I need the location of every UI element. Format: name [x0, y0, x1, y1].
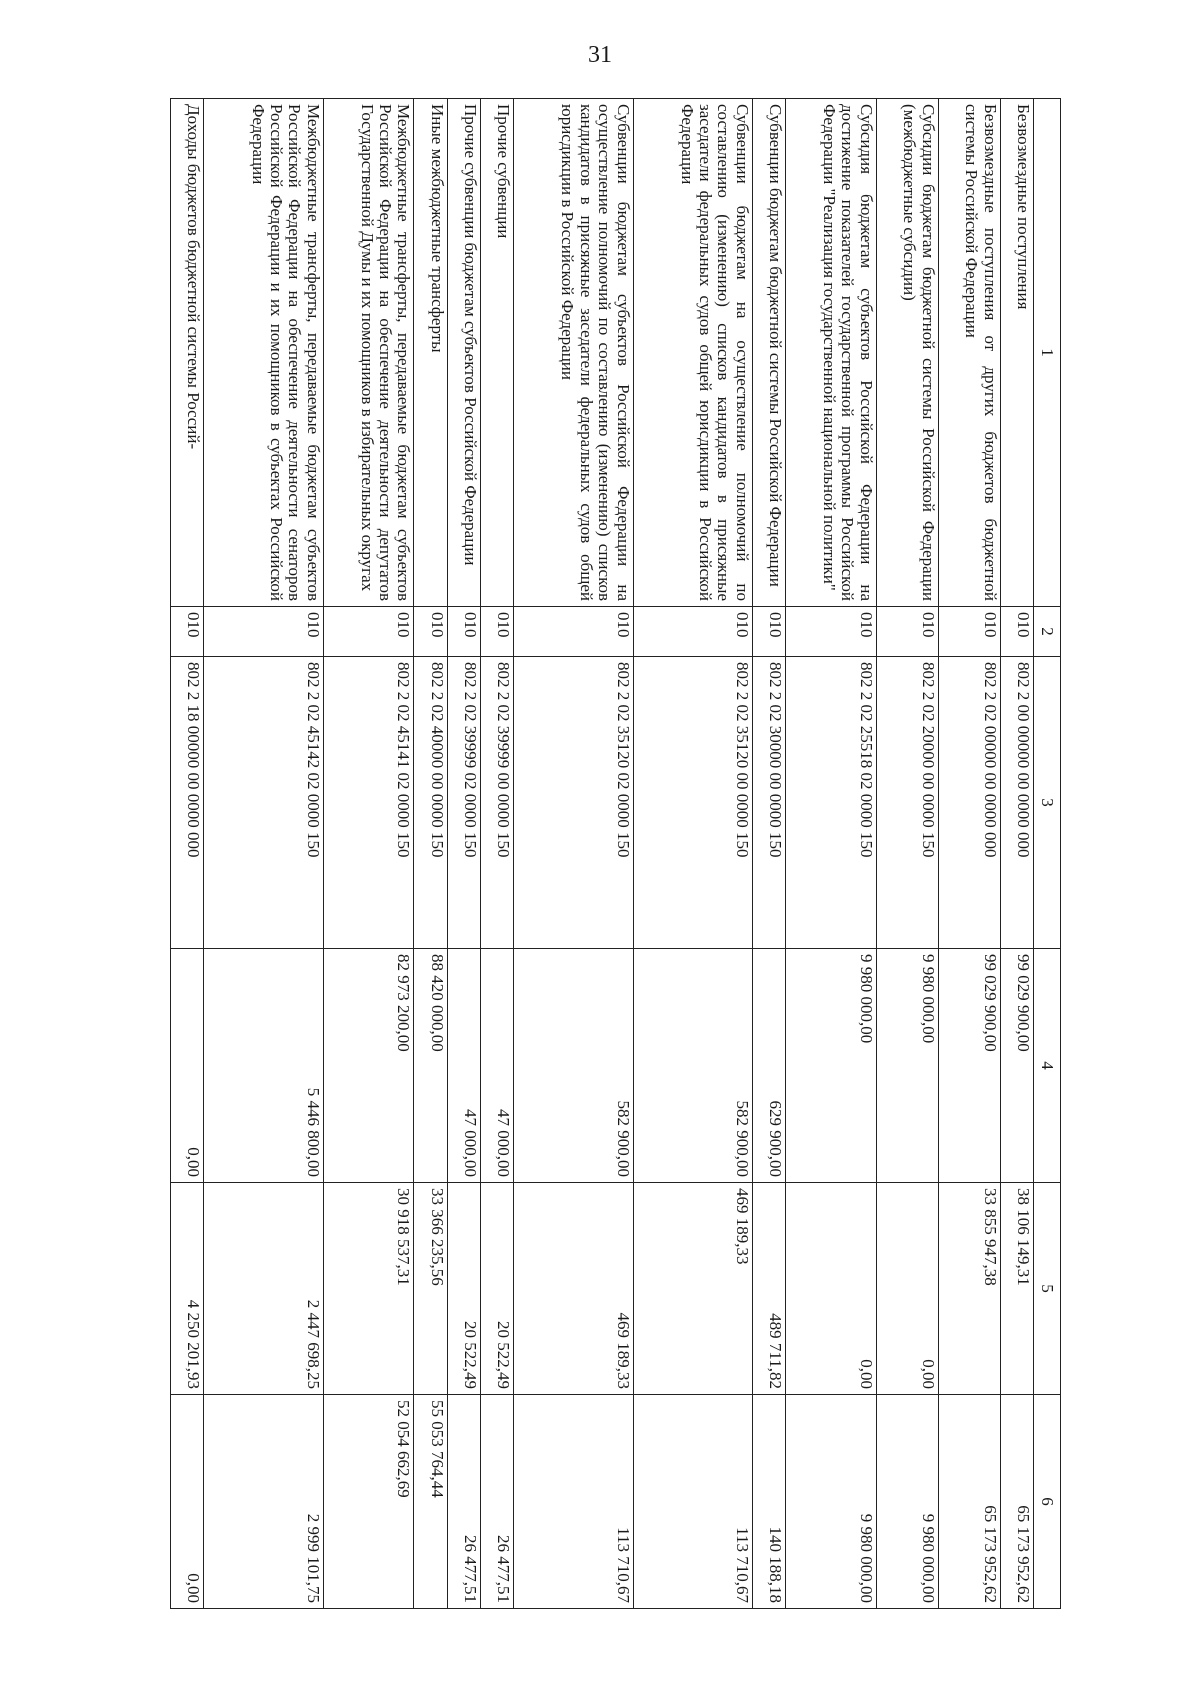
row-approved: 0,00 [171, 949, 204, 1183]
row-unexecuted: 113 710,67 [633, 1395, 752, 1609]
row-code-line: 010 [876, 607, 938, 657]
row-code-line: 010 [480, 607, 513, 657]
row-executed: 33 366 235,56 [414, 1183, 447, 1395]
table-row [1000, 99, 1033, 1609]
row-unexecuted: 2 999 101,75 [204, 1395, 323, 1609]
row-code-line: 010 [414, 607, 447, 657]
row-name: Безвозмездные поступления от других бюджетов бюджетной системы Российской Федерации [938, 99, 1000, 607]
column-header: 5 [1034, 1183, 1061, 1395]
column-header: 6 [1034, 1395, 1061, 1609]
row-code-line: 010 [323, 607, 414, 657]
row-code-line: 010 [938, 607, 1000, 657]
row-name: Иные межбюджетные трансферты [414, 99, 447, 607]
row-name: Субсидия бюджетам субъектов Российской Федерации на достижение показателей государственной программы Российской Федерации "Реализация государственной национальной политики" [786, 99, 877, 607]
table-row [171, 99, 204, 1609]
row-approved: 582 900,00 [633, 949, 752, 1183]
row-approved: 9 980 000,00 [876, 949, 938, 1183]
row-code-line: 010 [633, 607, 752, 657]
row-unexecuted: 65 173 952,62 [938, 1395, 1000, 1609]
row-unexecuted: 140 188,18 [752, 1395, 785, 1609]
row-unexecuted: 55 053 764,44 [414, 1395, 447, 1609]
row-executed: 4 250 201,93 [171, 1183, 204, 1395]
row-approved: 5 446 800,00 [204, 949, 323, 1183]
row-name: Межбюджетные трансферты, передаваемые бюджетам субъектов Российской Федерации на обеспечение деятельности депутатов Государственной Думы и их помощников в избирательных округах [323, 99, 414, 607]
row-name: Межбюджетные трансферты, передаваемые бюджетам субъектов Российской Федерации на обеспечение деятельности сенаторов Российской Федерации и их помощников в субъектах Российской Федерации [204, 99, 323, 607]
table-row [938, 99, 1000, 1609]
row-name: Субвенции бюджетам на осуществление полномочий по составлению (изменению) списков кандидатов в присяжные заседатели федеральных судов общей юрисдикции в Российской Федерации [633, 99, 752, 607]
row-name: Субсидии бюджетам бюджетной системы Российской Федерации (межбюджетные субсидии) [876, 99, 938, 607]
table-header-row [1034, 99, 1061, 1609]
row-executed: 38 106 149,31 [1000, 1183, 1033, 1395]
row-approved: 582 900,00 [514, 949, 633, 1183]
budget-table [170, 98, 1061, 1609]
row-unexecuted: 26 477,51 [447, 1395, 480, 1609]
row-code-line: 010 [1000, 607, 1033, 657]
row-code-income: 802 2 02 39999 00 0000 150 [480, 657, 513, 949]
row-name: Прочие субвенции бюджетам субъектов Российской Федерации [447, 99, 480, 607]
row-approved: 9 980 000,00 [786, 949, 877, 1183]
row-unexecuted: 65 173 952,62 [1000, 1395, 1033, 1609]
row-name: Субвенции бюджетам субъектов Российской Федерации на осуществление полномочий по составлению (изменению) списков кандидатов в присяжные заседатели федеральных судов общей юрисдикции в Российской Федерации [514, 99, 633, 607]
row-executed: 2 447 698,25 [204, 1183, 323, 1395]
row-executed: 33 855 947,38 [938, 1183, 1000, 1395]
row-code-income: 802 2 02 45142 02 0000 150 [204, 657, 323, 949]
row-unexecuted: 0,00 [171, 1395, 204, 1609]
row-code-income: 802 2 02 35120 02 0000 150 [514, 657, 633, 949]
row-code-income: 802 2 02 30000 00 0000 150 [752, 657, 785, 949]
row-approved: 82 973 200,00 [323, 949, 414, 1183]
row-executed: 0,00 [876, 1183, 938, 1395]
row-code-income: 802 2 18 00000 00 0000 000 [171, 657, 204, 949]
row-approved: 629 900,00 [752, 949, 785, 1183]
row-code-income: 802 2 02 40000 00 0000 150 [414, 657, 447, 949]
table-row [633, 99, 752, 1609]
row-unexecuted: 113 710,67 [514, 1395, 633, 1609]
column-header: 4 [1034, 949, 1061, 1183]
row-name: Доходы бюджетов бюджетной системы Россий- [171, 99, 204, 607]
row-approved: 99 029 900,00 [938, 949, 1000, 1183]
column-header: 2 [1034, 607, 1061, 657]
row-code-income: 802 2 02 45141 02 0000 150 [323, 657, 414, 949]
row-code-line: 010 [204, 607, 323, 657]
row-unexecuted: 9 980 000,00 [876, 1395, 938, 1609]
column-header: 1 [1034, 99, 1061, 607]
row-executed: 489 711,82 [752, 1183, 785, 1395]
row-code-line: 010 [447, 607, 480, 657]
row-executed: 30 918 537,31 [323, 1183, 414, 1395]
table-row [323, 99, 414, 1609]
table-row [752, 99, 785, 1609]
row-name: Безвозмездные поступления [1000, 99, 1033, 607]
column-header: 3 [1034, 657, 1061, 949]
row-code-line: 010 [752, 607, 785, 657]
row-approved: 47 000,00 [447, 949, 480, 1183]
row-unexecuted: 9 980 000,00 [786, 1395, 877, 1609]
row-code-line: 010 [786, 607, 877, 657]
row-code-income: 802 2 02 20000 00 0000 150 [876, 657, 938, 949]
row-approved: 47 000,00 [480, 949, 513, 1183]
row-unexecuted: 52 054 662,69 [323, 1395, 414, 1609]
row-approved: 99 029 900,00 [1000, 949, 1033, 1183]
table-row [480, 99, 513, 1609]
table-row [514, 99, 633, 1609]
row-unexecuted: 26 477,51 [480, 1395, 513, 1609]
row-executed: 20 522,49 [480, 1183, 513, 1395]
table-row [447, 99, 480, 1609]
row-executed: 469 189,33 [633, 1183, 752, 1395]
budget-table-frame [170, 98, 1061, 1608]
row-code-income: 802 2 02 35120 00 0000 150 [633, 657, 752, 949]
row-code-income: 802 2 02 00000 00 0000 000 [938, 657, 1000, 949]
table-row [876, 99, 938, 1609]
row-code-income: 802 2 02 25518 02 0000 150 [786, 657, 877, 949]
row-code-line: 010 [171, 607, 204, 657]
row-name: Прочие субвенции [480, 99, 513, 607]
row-code-income: 802 2 02 39999 02 0000 150 [447, 657, 480, 949]
table-row [786, 99, 877, 1609]
row-executed: 469 189,33 [514, 1183, 633, 1395]
row-executed: 20 522,49 [447, 1183, 480, 1395]
row-name: Субвенции бюджетам бюджетной системы Российской Федерации [752, 99, 785, 607]
table-row [414, 99, 447, 1609]
row-code-income: 802 2 00 00000 00 0000 000 [1000, 657, 1033, 949]
table-row [204, 99, 323, 1609]
page-number: 31 [588, 42, 612, 68]
row-approved: 88 420 000,00 [414, 949, 447, 1183]
row-executed: 0,00 [786, 1183, 877, 1395]
row-code-line: 010 [514, 607, 633, 657]
